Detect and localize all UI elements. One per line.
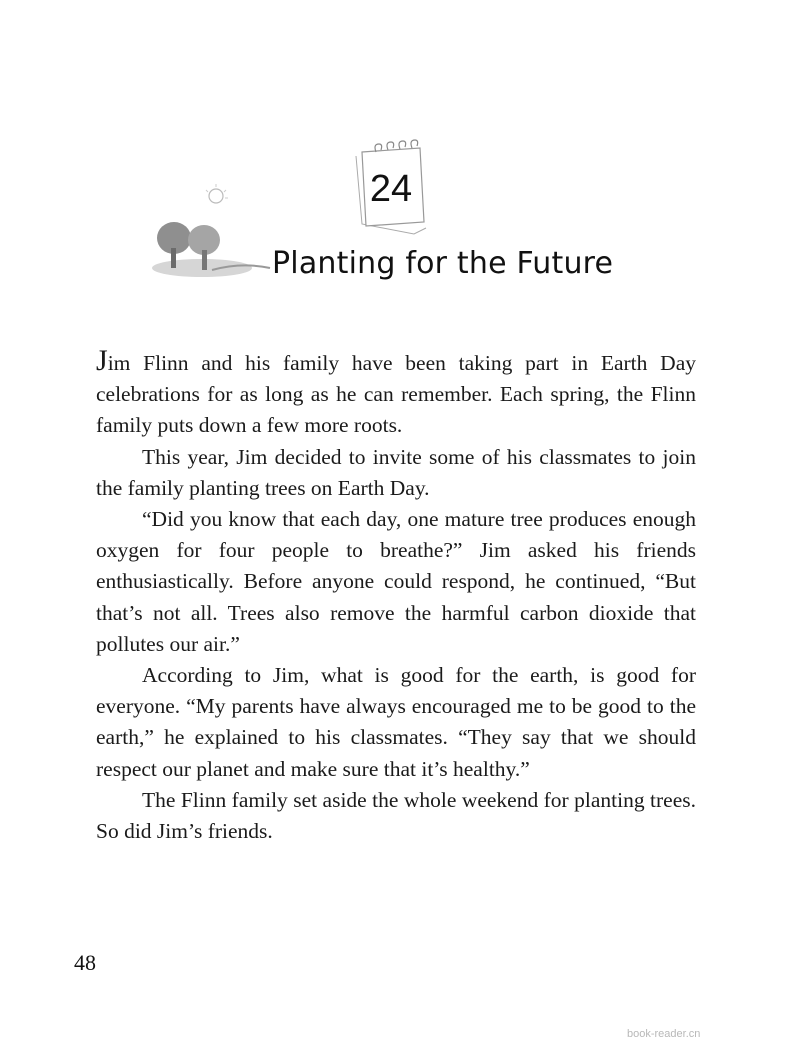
paragraph: Jim Flinn and his family have been taking part in Earth Day celebrations for as long as he can remember. Each spring, the Flinn family puts down a few more roots. (96, 344, 696, 438)
trees-illustration (152, 180, 272, 280)
drop-cap: J (96, 344, 108, 377)
chapter-title: Planting for the Future (272, 246, 614, 281)
paragraph: The Flinn family set aside the whole weekend for planting trees. So did Jim’s friends. (96, 787, 696, 844)
story-text (96, 344, 696, 847)
page-number: 48 (74, 950, 96, 975)
watermark: book-reader.cn (627, 1028, 701, 1040)
trees-sun-icon (152, 180, 272, 280)
paragraph: According to Jim, what is good for the earth, is good for everyone. “My parents have always encouraged me to be good to the earth,” he explained to his classmates. “They say that we should respect our planet and make sure that it’s healthy.” (96, 663, 696, 781)
paragraph: This year, Jim decided to invite some of his classmates to join the family planting trees on Earth Day. (96, 444, 696, 500)
paragraph: “Did you know that each day, one mature tree produces enough oxygen for four people to breathe?” Jim asked his friends enthusiastically. Before anyone could respond, he continued, “But that’s not all. Trees also remove the harmful carbon dioxide that pollutes our air.” (96, 507, 696, 656)
chapter-number: 24 (369, 168, 413, 210)
chapter-calendar (346, 138, 432, 238)
